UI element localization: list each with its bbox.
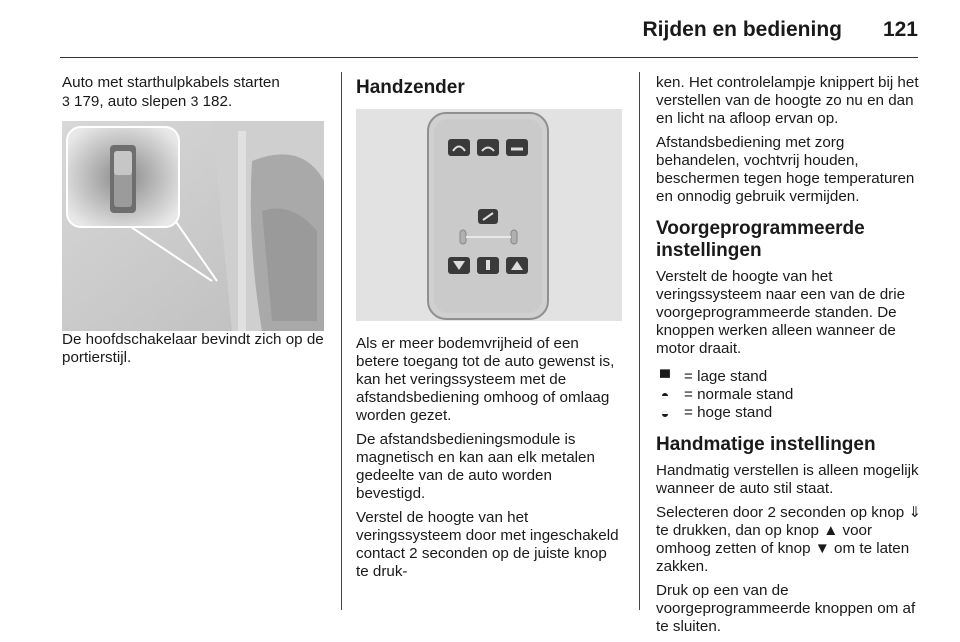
up-arrow-icon: ▲ <box>823 522 839 539</box>
paragraph <box>656 504 924 576</box>
preset-legend <box>656 368 924 422</box>
legend-text: = normale stand <box>684 386 794 403</box>
paragraph: Verstel de hoogte van het veringssysteem door met ingeschakeld contact 2 seconden op de juiste knop te druk- <box>356 509 619 580</box>
paragraph: Druk op een van de voorgeprogrammeerde knoppen om af te sluiten. <box>656 582 916 635</box>
intro-ref-text-2: 182. <box>202 93 233 110</box>
normal-level-icon: ◓ <box>660 387 670 403</box>
remote-control-illustration <box>356 109 622 321</box>
door-pillar-switch-illustration <box>62 121 324 331</box>
remote-control-image <box>356 109 622 321</box>
paragraph: Afstandsbediening met zorg behandelen, vochtvrij houden, beschermen tegen hoge temperaturen en onnodig gebruik vermijden. <box>656 134 915 205</box>
column-divider <box>341 72 342 610</box>
page-header <box>0 0 960 60</box>
section-title: Rijden en bediening <box>642 18 842 41</box>
legend-text: = lage stand <box>684 368 768 385</box>
paragraph: Handmatig verstellen is alleen mogelijk wanneer de auto stil staat. <box>656 462 919 497</box>
heading-manual: Handmatige instellingen <box>656 434 876 455</box>
legend-item <box>656 404 924 422</box>
column-divider <box>639 72 640 610</box>
page-number: 121 <box>882 18 918 41</box>
text: te drukken, dan op knop <box>656 522 819 539</box>
intro-paragraph <box>62 74 324 111</box>
intro-ref-text-1: 179, auto slepen <box>74 93 187 110</box>
header-rule <box>60 57 918 58</box>
legend-text: = hoge stand <box>684 404 773 421</box>
paragraph: ken. Het controlelampje knippert bij het verstellen van de hoogte zo nu en dan en licht na afloop ervan op. <box>656 74 919 127</box>
page-ref-icon: 3 <box>190 93 199 109</box>
text: Selecteren door 2 seconden op knop <box>656 504 905 521</box>
column-right <box>656 74 924 642</box>
heading-presets: Voorgeprogrammeerde instellingen <box>656 218 865 261</box>
legend-item <box>656 368 924 386</box>
text: om te laten zakken. <box>656 540 910 575</box>
paragraph: Als er meer bodemvrijheid of een betere toegang tot de auto gewenst is, kan het veringssysteem met de afstandsbediening omhoog of omlaag worden gezet. <box>356 335 615 424</box>
column-middle <box>356 74 622 587</box>
intro-text: Auto met starthulpkabels starten <box>62 74 280 91</box>
paragraph: Verstelt de hoogte van het veringssysteem naar een van de drie voorgeprogrammeerde standen. De knoppen werken alleen wanneer de motor draait. <box>656 268 906 357</box>
image-caption: De hoofdschakelaar bevindt zich op de portierstijl. <box>62 331 324 366</box>
door-pillar-switch-image <box>62 121 324 331</box>
low-level-icon: ▀ <box>660 369 670 385</box>
manual-mode-icon: ⇓ <box>908 504 922 521</box>
down-arrow-icon: ▼ <box>814 540 830 557</box>
column-left <box>62 74 324 373</box>
legend-item <box>656 386 924 404</box>
high-level-icon: ◒ <box>660 405 670 421</box>
page-ref-icon: 3 <box>62 93 70 109</box>
text: voor omhoog zetten of knop <box>656 522 873 557</box>
paragraph: De afstandsbedieningsmodule is magnetisch en kan aan elk metalen gedeelte van de auto worden bevestigd. <box>356 431 595 502</box>
heading-handzender: Handzender <box>356 77 465 98</box>
